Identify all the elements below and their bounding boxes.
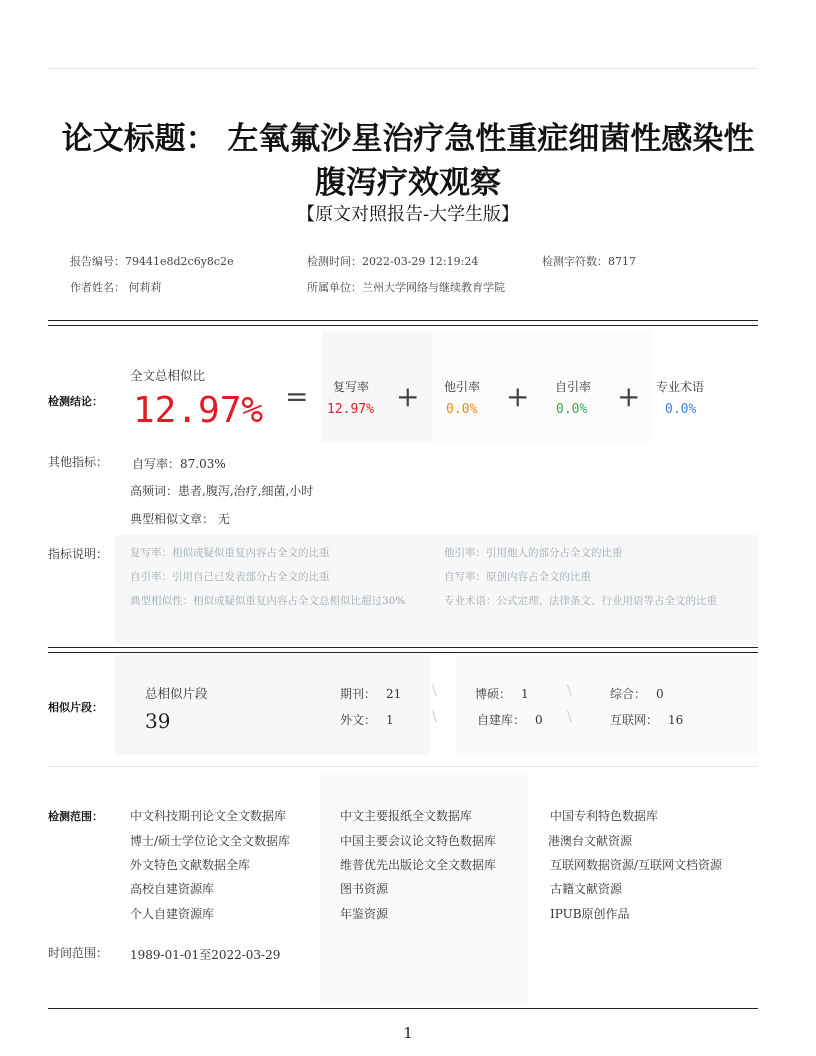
thesis-title-line1: 论文标题： 左氧氟沙星治疗急性重症细菌性感染性 (61, 121, 755, 157)
database-item: 古籍文献资源 (550, 882, 623, 896)
separator-slash: \ (432, 709, 437, 725)
explain-label: 指标说明： (48, 547, 109, 561)
separator-slash: \ (567, 709, 572, 725)
section-divider (48, 647, 758, 653)
database-item: 图书资源 (340, 882, 389, 896)
time-range-label: 时间范围： (48, 946, 109, 960)
fragment-panel-bg (455, 655, 758, 755)
database-item: 中国主要会议论文特色数据库 (340, 834, 497, 848)
rate-name-self-cite: 自引率 (555, 380, 592, 394)
conclusion-label: 检测结论： (48, 395, 103, 408)
fragment-foreign: 外文： 1 (340, 713, 394, 727)
report-number: 报告编号：79441e8d2c6y8c2e (70, 255, 234, 268)
database-item: 博士/硕士学位论文全文数据库 (130, 834, 291, 848)
plus-sign: + (396, 380, 420, 413)
rate-name-rewrite: 复写率 (333, 380, 370, 394)
database-item: 互联网数据资源/互联网文档资源 (550, 858, 723, 872)
check-time: 检测时间：2022-03-29 12:19:24 (307, 255, 479, 268)
section-divider (48, 320, 758, 326)
author-name: 作者姓名： 何莉莉 (70, 281, 162, 294)
rate-name-terminology: 专业术语 (656, 380, 705, 394)
fragment-internet: 互联网： 16 (610, 713, 684, 727)
total-similarity-label: 全文总相似比 (130, 368, 206, 383)
equals-sign: = (285, 380, 309, 413)
high-frequency-words: 高频词：患者,腹泻,治疗,细菌,小时 (130, 484, 314, 498)
self-write-rate: 自写率：87.03% (132, 457, 226, 471)
footer-divider (48, 1008, 758, 1009)
database-item: 维普优先出版论文全文数据库 (340, 858, 497, 872)
time-range-value: 1989-01-01至2022-03-29 (130, 948, 281, 962)
section-divider-thin (48, 766, 758, 767)
rate-value-terminology: 0.0% (665, 402, 697, 417)
plus-sign: + (617, 380, 641, 413)
fragment-general: 综合： 0 (610, 687, 664, 701)
affiliation: 所属单位：兰州大学网络与继续教育学院 (307, 281, 505, 294)
explain-item: 他引率：引用他人的部分占全文的比重 (444, 547, 623, 559)
total-fragments-value: 39 (145, 709, 171, 733)
database-item: 港澳台文献资源 (548, 834, 633, 848)
other-indicators-label: 其他指标： (48, 455, 109, 469)
fragment-thesis: 博硕： 1 (475, 687, 529, 701)
scope-label: 检测范围： (48, 810, 103, 823)
rate-value-rewrite: 12.97% (327, 402, 374, 417)
fragment-panel-bg (115, 655, 430, 755)
explain-item: 专业术语：公式定理、法律条文、行业用语等占全文的比重 (444, 595, 717, 607)
total-fragments-label: 总相似片段 (145, 686, 208, 701)
database-item: 中文科技期刊论文全文数据库 (130, 809, 287, 823)
report-subtitle: 【原文对照报告-大学生版】 (296, 204, 520, 225)
database-item: 个人自建资源库 (130, 907, 215, 921)
explain-item: 自引率：引用自己已发表部分占全文的比重 (130, 571, 330, 583)
rate-value-self-cite: 0.0% (556, 402, 588, 417)
rate-name-cite-others: 他引率 (444, 380, 481, 394)
fragment-journal: 期刊： 21 (340, 687, 402, 701)
rate-value-cite-others: 0.0% (446, 402, 478, 417)
thesis-title-line2: 腹泻疗效观察 (315, 165, 501, 201)
total-similarity-value: 12.97% (133, 390, 264, 431)
database-item: 中国专利特色数据库 (550, 809, 659, 823)
separator-slash: \ (567, 683, 572, 699)
fragment-self-built: 自建库： 0 (477, 713, 543, 727)
explain-item: 典型相似性：相似或疑似重复内容占全文总相似比超过30% (130, 595, 406, 607)
separator-slash: \ (432, 683, 437, 699)
database-item: IPUB原创作品 (550, 907, 630, 921)
page-number: 1 (403, 1024, 413, 1042)
top-divider (48, 68, 758, 69)
database-item: 中文主要报纸全文数据库 (340, 809, 473, 823)
explain-item: 自写率：原创内容占全文的比重 (444, 571, 591, 583)
database-item: 外文特色文献数据全库 (130, 858, 251, 872)
plus-sign: + (506, 380, 530, 413)
explain-item: 复写率：相似或疑似重复内容占全文的比重 (130, 547, 330, 559)
typical-similar-articles: 典型相似文章： 无 (130, 512, 230, 526)
database-item: 高校自建资源库 (130, 882, 215, 896)
fragments-label: 相似片段： (48, 701, 103, 714)
char-count: 检测字符数：8717 (542, 255, 636, 268)
database-item: 年鉴资源 (340, 907, 389, 921)
